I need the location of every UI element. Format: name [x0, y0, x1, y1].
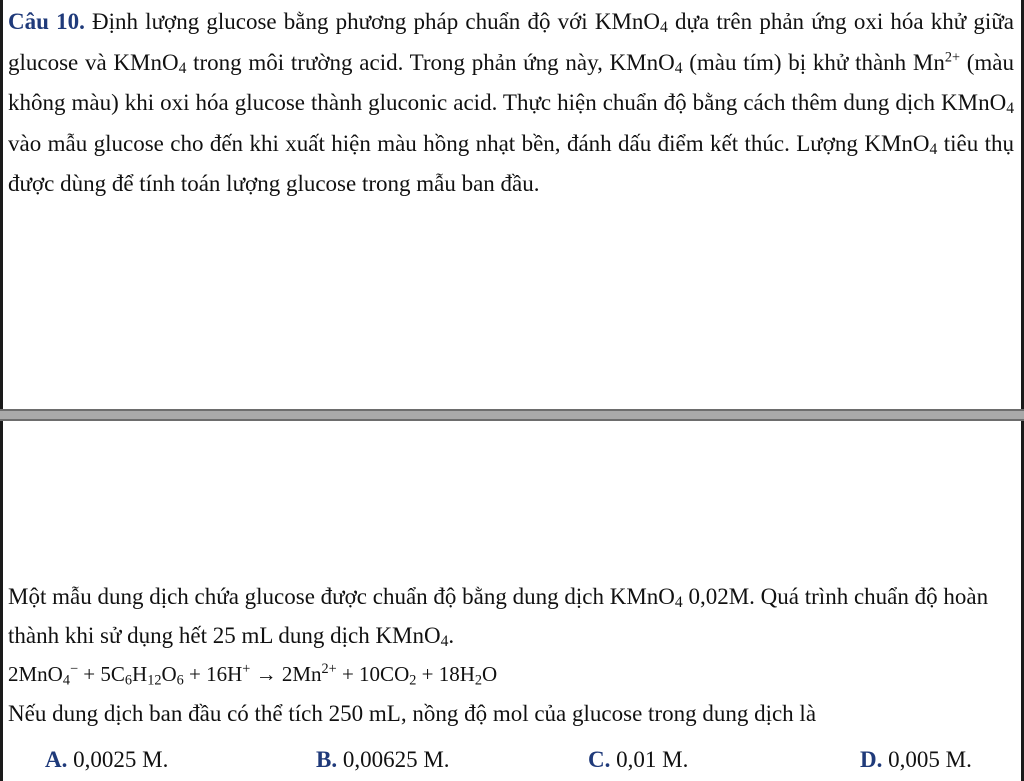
question-prompt: Nếu dung dịch ban đầu có thể tích 250 mL, nồng độ mol của glucose trong dung dịch là [8, 701, 817, 726]
subscript: 4 [674, 594, 683, 612]
problem-paragraph [8, 577, 1016, 655]
answer-letter: C. [588, 747, 611, 772]
subscript: 4 [929, 140, 938, 158]
eq-sub: 12 [147, 672, 162, 689]
answer-letter: A. [45, 747, 68, 772]
answer-text: 0,0025 M. [67, 747, 169, 772]
eq-term: H [132, 662, 148, 686]
left-border [0, 0, 3, 781]
superscript: 2+ [944, 48, 961, 65]
answer-options [0, 740, 1024, 780]
eq-sup: 2+ [321, 661, 337, 678]
answer-option-c[interactable] [588, 740, 688, 780]
answer-text: 0,01 M. [610, 747, 689, 772]
eq-term: O [161, 662, 177, 686]
problem-text-3: . [448, 623, 455, 648]
eq-term: O [482, 662, 498, 686]
intro-text-3: trong môi trường acid. Trong phản ứng này, KMnO [186, 49, 675, 75]
answer-option-d[interactable] [860, 740, 972, 780]
answer-option-b[interactable] [316, 740, 450, 780]
intro-text-6: vào mẫu glucose cho đến khi xuất hiện màu hồng nhạt bền, đánh dấu điểm kết thúc. Lượng KMnO [8, 130, 930, 156]
answer-letter: B. [316, 747, 338, 772]
eq-term: + 16H [183, 662, 243, 686]
eq-term: → 2Mn [250, 662, 322, 686]
eq-term: + 10CO [336, 662, 410, 686]
subscript: 4 [660, 19, 668, 37]
answer-option-a[interactable] [45, 740, 168, 780]
intro-text-1: Định lượng glucose bằng phương pháp chuẩn độ với KMnO [84, 9, 661, 34]
answer-letter: D. [860, 747, 883, 772]
eq-sub: 2 [409, 672, 417, 689]
section-divider [0, 409, 1024, 421]
subscript: 4 [674, 59, 683, 77]
eq-sub: 6 [124, 672, 133, 689]
reaction-equation [8, 655, 1016, 694]
question-number: Câu 10. [8, 9, 85, 34]
answer-text: 0,00625 M. [337, 747, 450, 772]
question-intro-paragraph [8, 2, 1014, 205]
eq-sub: 2 [474, 672, 483, 689]
intro-text-2: dựa trên phản ứng oxi hóa khử giữa glucose và KMnO [8, 9, 1014, 75]
problem-text-1: Một mẫu dung dịch chứa glucose được chuẩn độ bằng dung dịch KMnO [8, 584, 675, 609]
eq-term: 2MnO [8, 662, 63, 686]
intro-text-4: (màu tím) bị khử thành Mn [682, 49, 945, 75]
eq-sup: + [242, 661, 251, 678]
answer-text: 0,005 M. [882, 747, 972, 772]
intro-text-7: tiêu thụ được dùng để tính toán lượng glucose trong mẫu ban đầu. [8, 130, 1014, 196]
subscript: 4 [1006, 100, 1014, 118]
intro-text-5: (màu không màu) khi oxi hóa glucose thành gluconic acid. Thực hiện chuẩn độ bằng cách thêm dung dịch KMnO [8, 49, 1014, 115]
eq-sup: − [69, 661, 79, 678]
question-problem-block [8, 577, 1016, 733]
subscript: 4 [178, 59, 187, 77]
problem-text-2: 0,02M. Quá trình chuẩn độ hoàn thành khi sử dụng hết 25 mL dung dịch KMnO [8, 584, 989, 648]
eq-term: + 5C [78, 662, 125, 686]
eq-sub: 6 [176, 672, 184, 689]
eq-sub: 4 [62, 672, 70, 689]
eq-term: + 18H [416, 662, 475, 686]
subscript: 4 [440, 633, 449, 651]
